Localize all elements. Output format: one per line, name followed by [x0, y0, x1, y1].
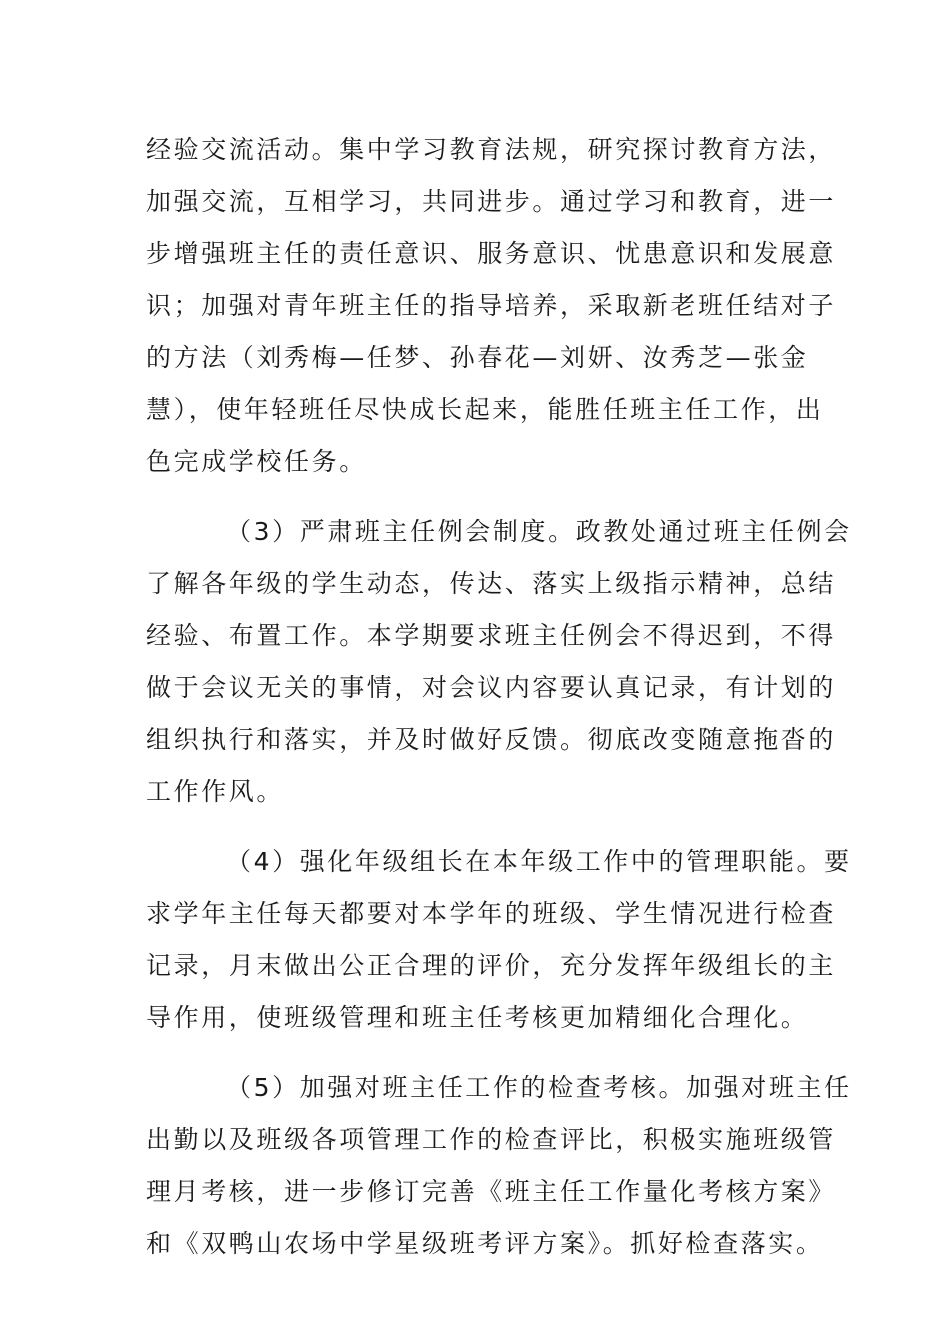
paragraph-4 [146, 836, 852, 1044]
text-line: 色完成学校任务。 [146, 447, 367, 476]
paragraph-gap [146, 1044, 796, 1062]
text-line: 步增强班主任的责任意识、服务意识、忧患意识和发展意 [146, 239, 837, 268]
text-line: 求学年主任每天都要对本学年的班级、学生情况进行检查 [146, 899, 837, 928]
text-line: 识；加强对青年班主任的指导培养，采取新老班任结对子 [146, 291, 837, 320]
paragraph-5 [146, 1062, 852, 1270]
text-line: 工作作风。 [146, 777, 285, 806]
text-line: 慧），使年轻班任尽快成长起来，能胜任班主任工作，出 [146, 395, 824, 424]
text-line-first: （5）加强对班主任工作的检查考核。加强对班主任 [226, 1073, 852, 1102]
text-line: 经验、布置工作。本学期要求班主任例会不得迟到，不得 [146, 621, 837, 650]
text-line: 了解各年级的学生动态，传达、落实上级指示精神，总结 [146, 569, 837, 598]
text-line: 经验交流活动。集中学习教育法规，研究探讨教育方法， [146, 135, 837, 164]
text-line-first: （3）严肃班主任例会制度。政教处通过班主任例会 [226, 517, 852, 546]
text-line: 的方法（刘秀梅—任梦、孙春花—刘妍、汝秀芝—张金 [146, 343, 809, 372]
paragraph-3 [146, 506, 852, 818]
text-line: 组织执行和落实，并及时做好反馈。彻底改变随意拖沓的 [146, 725, 837, 754]
text-line: 加强交流，互相学习，共同进步。通过学习和教育，进一 [146, 187, 837, 216]
paragraph-gap [146, 818, 796, 836]
document-body [146, 124, 852, 1270]
paragraph-continuation [146, 124, 837, 488]
text-line: 出勤以及班级各项管理工作的检查评比，积极实施班级管 [146, 1125, 837, 1154]
text-line: 记录，月末做出公正合理的评价，充分发挥年级组长的主 [146, 951, 837, 980]
text-line: 和《双鸭山农场中学星级班考评方案》。抓好检查落实。 [146, 1229, 824, 1258]
text-line: 理月考核，进一步修订完善《班主任工作量化考核方案》 [146, 1177, 837, 1206]
text-line: 导作用，使班级管理和班主任考核更加精细化合理化。 [146, 1003, 809, 1032]
paragraph-gap [146, 488, 796, 506]
text-line-first: （4）强化年级组长在本年级工作中的管理职能。要 [226, 847, 852, 876]
text-line: 做于会议无关的事情，对会议内容要认真记录，有计划的 [146, 673, 837, 702]
